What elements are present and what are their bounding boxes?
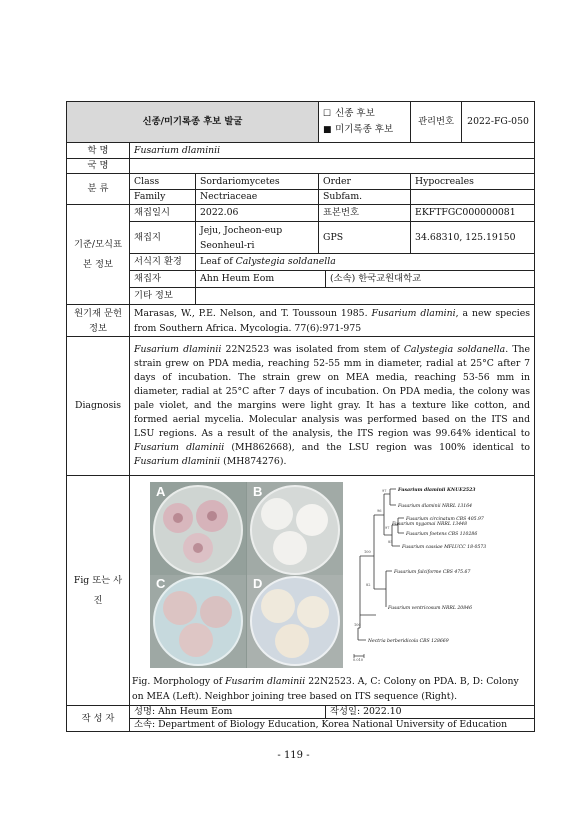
candidate-type-options: [319, 102, 411, 143]
phylogenetic-tree: [352, 485, 532, 661]
plate-b: [251, 483, 339, 574]
collection-date-label: 채집일시: [130, 205, 196, 222]
figure-caption: Fig. Morphology of Fusarim dlaminii 22N2523. A, C: Colony on PDA. B, D: Colony on MEA (Left). Neighbor joining tree based on ITS sequence (Right).: [132, 675, 519, 702]
tree-taxon: Nectria berberidicola CBS 128669: [368, 638, 449, 644]
specimen-number: EKFTFGC000000081: [411, 205, 535, 222]
tree-taxon: Fusarium circinatum CBS 405.97: [406, 516, 484, 522]
figure-cell: [130, 476, 535, 706]
figure-label: Fig 또는 사진: [67, 476, 130, 706]
panel-label-c: C: [156, 575, 166, 591]
class-label: Class: [130, 174, 196, 190]
figure-area: [130, 478, 534, 673]
bootstrap-value: 100: [354, 622, 361, 627]
panel-label-b: B: [253, 483, 263, 499]
collector-name: Ahn Heum Eom: [196, 271, 326, 288]
panel-label-d: D: [253, 575, 263, 591]
tree-taxon: Fusarium dlaminii NRRL 13164: [398, 503, 473, 509]
collection-date: 2022.06: [196, 205, 319, 222]
specimen-form: [66, 101, 534, 732]
reference-text: Marasas, W., P.E. Nelson, and T. Toussoun 1985. Fusarium dlamini, a new species from Southern Africa. Mycologia. 77(6):971-975: [130, 305, 535, 337]
bootstrap-value: 100: [364, 549, 371, 554]
colony-photo: [150, 482, 343, 668]
collector-affiliation: (소속) 한국교원대학교: [326, 271, 535, 288]
korean-name: [130, 159, 535, 174]
other-info-label: 기타 정보: [130, 288, 196, 305]
tree-taxon: Fusarium cassiae MFLUCC 18-0573: [402, 544, 487, 550]
order-value: Hypocreales: [411, 174, 535, 190]
author-affiliation: 소속: Department of Biology Education, Korea National University of Education: [130, 719, 535, 732]
form-title: 신종/미기록종 후보 발굴: [67, 102, 319, 143]
unchecked-box-icon: ☐: [323, 109, 332, 119]
bootstrap-value: 96: [377, 508, 382, 513]
collection-site: Jeju, Jocheon-eup Seonheul-ri: [196, 222, 319, 254]
korean-name-label: 국 명: [67, 159, 130, 174]
plate-c: [154, 577, 242, 665]
tree-taxon: Fusarium foetens CBS 110286: [406, 531, 478, 537]
habitat-label: 서식지 환경: [130, 254, 196, 271]
class-value: Sordariomycetes: [196, 174, 319, 190]
tree-taxa: [367, 487, 486, 644]
form-table: [66, 101, 535, 732]
author-name: 성명: Ahn Heum Eom: [130, 706, 326, 719]
unrecorded-species-option: ■ 미기록종 후보: [323, 122, 406, 138]
scientific-name: Fusarium dlaminii: [130, 143, 535, 159]
author-date: 작성일: 2022.10: [326, 706, 535, 719]
classification-label: 분 류: [67, 174, 130, 205]
tree-taxon: Fusarium falciforme CBS 475.67: [394, 569, 471, 575]
tree-taxon: Fusarium nygamai NRRL 13448: [392, 521, 468, 527]
bootstrap-value: 85: [388, 539, 393, 544]
subfamily-label: Subfam.: [319, 190, 411, 205]
scale-bar-value: 0.010: [353, 657, 364, 661]
collector-label: 채집자: [130, 271, 196, 288]
subfamily-value: [411, 190, 535, 205]
new-species-option: ☐ 신종 후보: [323, 106, 406, 122]
management-number-label: 관리번호: [411, 102, 462, 143]
specimen-number-label: 표본번호: [319, 205, 411, 222]
plate-a: [154, 483, 242, 574]
diagnosis-label: Diagnosis: [67, 337, 130, 476]
habitat-value: Leaf of Calystegia soldanella: [196, 254, 535, 271]
gps-label: GPS: [319, 222, 411, 254]
specimen-info-label: 기준/모식표본 정보: [67, 205, 130, 305]
family-label: Family: [130, 190, 196, 205]
bootstrap-value: 97: [385, 525, 390, 530]
other-info: [196, 288, 535, 305]
diagnosis-text: Fusarium dlaminii 22N2523 was isolated from stem of Calystegia soldanella. The strain grew on PDA media, reaching 52-55 mm in diameter, radial at 25°C after 7 days of incubation. The strain grew on MEA media, reaching 53-56 mm in diameter, radial at 25°C after 7 days of incubation. On PDA media, the colony was pale violet, and the margins were light gray. It has a texture like cotton, and formed aerial mycelia. Molecular analysis was performed based on the ITS and LSU regions. As a result of the analysis, the ITS region was 99.64% identical to Fusarium dlaminii (MH862668), and the LSU region was 100% identical to Fusarium dlaminii (MH874276).: [130, 337, 535, 476]
bootstrap-value: 97: [382, 488, 387, 493]
checked-box-icon: ■: [323, 125, 332, 135]
scientific-name-label: 학 명: [67, 143, 130, 159]
bootstrap-value: 82: [366, 582, 371, 587]
reference-label: 원기재 문헌 정보: [67, 305, 130, 337]
family-value: Nectriaceae: [196, 190, 319, 205]
gps-value: 34.68310, 125.19150: [411, 222, 535, 254]
order-label: Order: [319, 174, 411, 190]
management-number: 2022-FG-050: [462, 102, 535, 143]
panel-label-a: A: [156, 483, 166, 499]
author-label: 작 성 자: [67, 706, 130, 732]
tree-taxon: Fusarium ventricosum NRRL 20846: [388, 605, 472, 611]
collection-site-label: 채집지: [130, 222, 196, 254]
tree-taxon: Fusarium dlaminii KNUE2523: [398, 487, 476, 493]
page-number: - 119 -: [277, 750, 310, 761]
plate-d: [251, 577, 339, 665]
scale-bar: [353, 654, 364, 661]
